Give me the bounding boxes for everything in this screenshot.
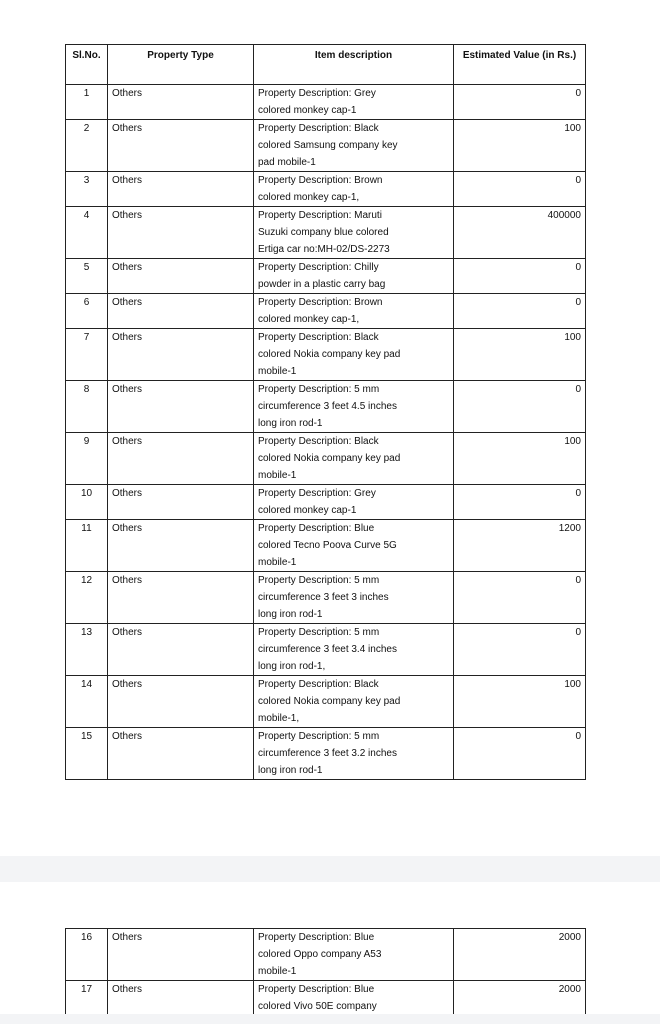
description-line: Property Description: 5 mm — [258, 384, 380, 395]
description-line: Property Description: Brown — [258, 297, 383, 308]
cell-estimated-value: 1200 — [454, 520, 586, 572]
description-line: Property Description: Grey — [258, 488, 376, 499]
description-line: long iron rod-1 — [258, 418, 323, 429]
cell-sl-no: 2 — [66, 120, 108, 172]
description-line: colored monkey cap-1, — [258, 314, 360, 325]
description-line: Property Description: Black — [258, 332, 379, 343]
description-line: colored Oppo company A53 — [258, 949, 382, 960]
description-line: long iron rod-1 — [258, 765, 323, 776]
header-sl-no: Sl.No. — [66, 45, 108, 85]
description-line: Property Description: Grey — [258, 88, 376, 99]
cell-property-type: Others — [108, 294, 254, 329]
cell-property-type: Others — [108, 433, 254, 485]
description-line: Property Description: Brown — [258, 175, 383, 186]
description-line: Property Description: 5 mm — [258, 575, 380, 586]
cell-estimated-value: 0 — [454, 381, 586, 433]
cell-property-type: Others — [108, 676, 254, 728]
cell-sl-no: 7 — [66, 329, 108, 381]
description-line: mobile-1 — [258, 470, 297, 481]
description-line: Property Description: Blue — [258, 932, 375, 943]
cell-sl-no: 17 — [66, 981, 108, 1015]
cell-sl-no: 1 — [66, 85, 108, 120]
cell-sl-no: 9 — [66, 433, 108, 485]
header-estimated-value-line2: (in Rs.) — [542, 50, 577, 61]
table-row — [66, 981, 586, 1015]
description-line: Property Description: Maruti — [258, 210, 382, 221]
description-line: mobile-1, — [258, 713, 300, 724]
cell-sl-no: 12 — [66, 572, 108, 624]
cell-estimated-value: 0 — [454, 624, 586, 676]
cell-property-type: Others — [108, 520, 254, 572]
cell-property-type: Others — [108, 624, 254, 676]
cell-estimated-value: 2000 — [454, 929, 586, 981]
description-line: colored Nokia company key pad — [258, 349, 401, 360]
cell-estimated-value: 100 — [454, 433, 586, 485]
description-line: circumference 3 feet 3.4 inches — [258, 644, 397, 655]
description-line: colored monkey cap-1, — [258, 192, 360, 203]
description-line: colored monkey cap-1 — [258, 105, 357, 116]
cell-property-type: Others — [108, 207, 254, 259]
cell-property-type: Others — [108, 572, 254, 624]
cell-sl-no: 15 — [66, 728, 108, 780]
cell-sl-no: 10 — [66, 485, 108, 520]
description-line: colored Nokia company key pad — [258, 453, 401, 464]
cell-sl-no: 6 — [66, 294, 108, 329]
property-table-continued — [65, 928, 586, 1014]
cell-estimated-value: 0 — [454, 728, 586, 780]
description-line: Property Description: Black — [258, 679, 379, 690]
description-line: circumference 3 feet 3 inches — [258, 592, 389, 603]
cell-property-type: Others — [108, 728, 254, 780]
cell-estimated-value: 0 — [454, 259, 586, 294]
cell-estimated-value: 100 — [454, 329, 586, 381]
description-line: colored Tecno Poova Curve 5G — [258, 540, 397, 551]
description-line: Property Description: Black — [258, 123, 379, 134]
cell-property-type: Others — [108, 485, 254, 520]
cell-property-type: Others — [108, 981, 254, 1015]
table-body-continued — [66, 929, 586, 1015]
description-line: Suzuki company blue colored — [258, 227, 389, 238]
table-row — [66, 929, 586, 981]
header-estimated-value-line1: Estimated Value — [462, 50, 540, 61]
cell-estimated-value: 100 — [454, 120, 586, 172]
description-line: Property Description: 5 mm — [258, 731, 380, 742]
description-line: mobile-1 — [258, 557, 297, 568]
cell-sl-no: 16 — [66, 929, 108, 981]
description-line: Property Description: Chilly — [258, 262, 379, 273]
cell-sl-no: 14 — [66, 676, 108, 728]
cell-property-type: Others — [108, 381, 254, 433]
cell-property-type: Others — [108, 929, 254, 981]
description-line: colored Samsung company key — [258, 140, 398, 151]
description-line: Property Description: Blue — [258, 523, 375, 534]
cell-property-type: Others — [108, 120, 254, 172]
header-property-type: Property Type — [108, 45, 254, 85]
description-line: powder in a plastic carry bag — [258, 279, 386, 290]
cell-estimated-value: 0 — [454, 572, 586, 624]
description-line: mobile-1 — [258, 366, 297, 377]
cell-sl-no: 4 — [66, 207, 108, 259]
description-line: Property Description: Black — [258, 436, 379, 447]
cell-sl-no: 11 — [66, 520, 108, 572]
cell-sl-no: 8 — [66, 381, 108, 433]
cell-property-type: Others — [108, 259, 254, 294]
cell-estimated-value: 400000 — [454, 207, 586, 259]
cell-sl-no: 3 — [66, 172, 108, 207]
bottom-page-gap — [0, 1014, 660, 1024]
cell-estimated-value: 2000 — [454, 981, 586, 1015]
description-line: Property Description: Blue — [258, 984, 375, 995]
description-line: colored Nokia company key pad — [258, 696, 401, 707]
cell-sl-no: 5 — [66, 259, 108, 294]
description-line: circumference 3 feet 3.2 inches — [258, 748, 397, 759]
cell-property-type: Others — [108, 329, 254, 381]
cell-estimated-value: 0 — [454, 485, 586, 520]
cell-property-type: Others — [108, 85, 254, 120]
description-line: mobile-1 — [258, 966, 297, 977]
description-line: long iron rod-1 — [258, 609, 323, 620]
description-line: Ertiga car no:MH-02/DS-2273 — [258, 244, 390, 255]
description-line: pad mobile-1 — [258, 157, 316, 168]
header-item-description: Item description — [254, 45, 454, 85]
cell-estimated-value: 0 — [454, 85, 586, 120]
description-line: colored monkey cap-1 — [258, 505, 357, 516]
cell-estimated-value: 0 — [454, 172, 586, 207]
description-line: circumference 3 feet 4.5 inches — [258, 401, 397, 412]
description-line: colored Vivo 50E company — [258, 1001, 377, 1012]
cell-estimated-value: 100 — [454, 676, 586, 728]
cell-item-description — [254, 981, 454, 1015]
description-line: Property Description: 5 mm — [258, 627, 380, 638]
cell-estimated-value: 0 — [454, 294, 586, 329]
cell-item-description — [254, 929, 454, 981]
cell-sl-no: 13 — [66, 624, 108, 676]
cell-property-type: Others — [108, 172, 254, 207]
description-line: long iron rod-1, — [258, 661, 326, 672]
